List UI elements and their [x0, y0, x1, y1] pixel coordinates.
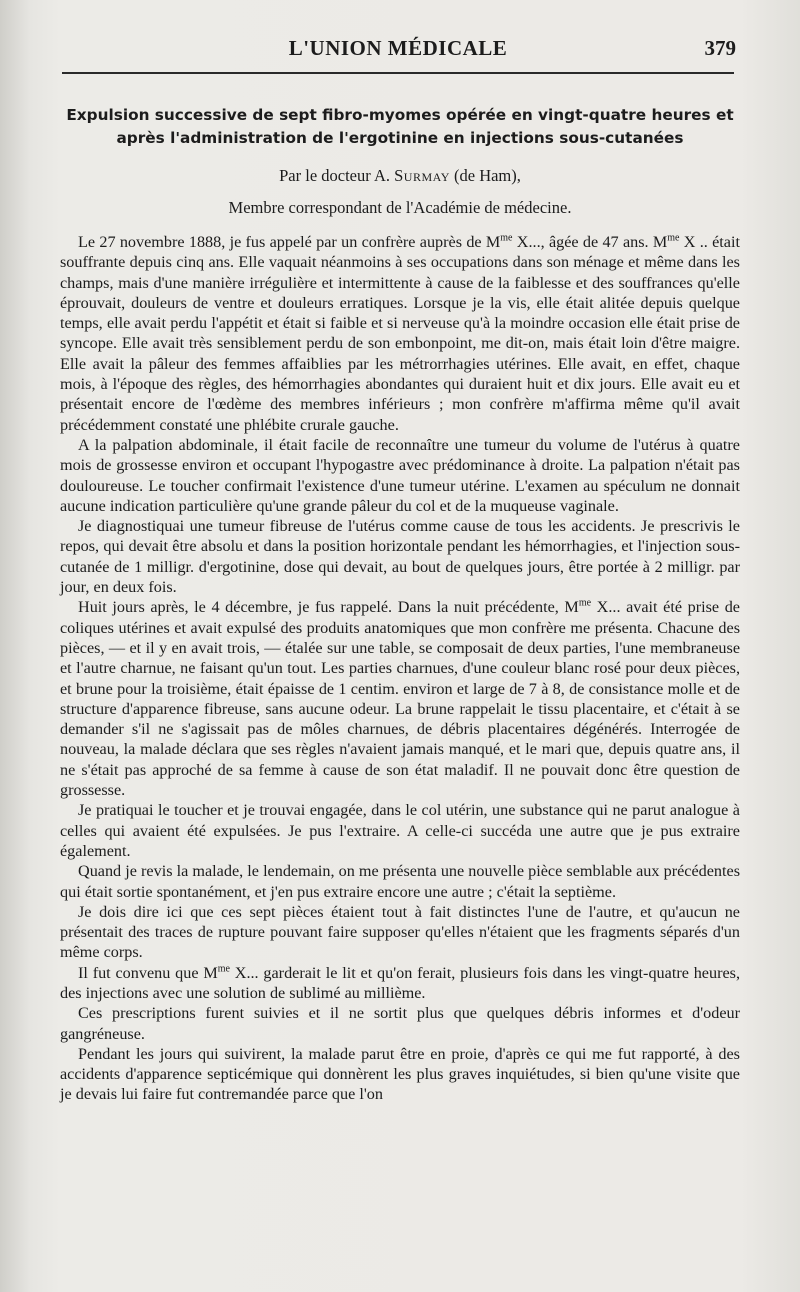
author-suffix: (de Ham),	[454, 166, 521, 185]
paragraph: Quand je revis la malade, le lendemain, on me présenta une nouvelle pièce semblable aux précédentes qui était sortie spontanément, et j'en pus extraire encore une autre ; c'était la septième.	[60, 862, 740, 901]
paragraph: Je dois dire ici que ces sept pièces étaient tout à fait distinctes l'une de l'autre, et qu'aucun ne présentait des traces de rupture pouvant faire supposer qu'elles n'étaient que les fragments séparés d'un même corps.	[60, 902, 740, 962]
paragraph: Le 27 novembre 1888, je fus appelé par un confrère auprès de $M^{me}$ X..., âgée de 47 ans. $M^{me}$ X .. était souffrante depuis cinq ans. Elle vaquait néanmoins à ses occupations dans son ménage et même dans les champs, mais d'une manière irrégulière et intermittente à cause de la faiblesse et des souffrances qu'elle éprouvait, douleurs de ventre et douleurs erratiques. Lorsque je la vis, elle était alitée depuis quelque temps, elle avait perdu l'appétit et était si faible et si nerveuse qu'à la moindre occasion elle était prise de syncope. Elle avait très sensiblement perdu de son embonpoint, me dit-on, mais était loin d'être maigre. Elle avait la pâleur des femmes affaiblies par les métrorrhagies utérines. Elle avait, en effet, chaque mois, à l'époque des règles, des hémorrhagies abondantes qui duraient huit et dix jours. Elle avait eu et présentait encore de l'œdème des membres inférieurs ; mon confrère m'affirma même qu'il avait précédemment constaté une phlébite crurale gauche.	[60, 232, 740, 434]
paragraph: Je diagnostiquai une tumeur fibreuse de l'utérus comme cause de tous les accidents. Je prescrivis le repos, qui devait être absolu et dans la position horizontale pendant les hémorrhagies, et l'injection sous-cutanée de 1 milligr. d'ergotinine, dose qui devait, au bout de quelques jours, être portée à 2 milligr. par jour, en deux fois.	[60, 517, 740, 597]
byline-prefix: Par le docteur A.	[279, 166, 390, 185]
article-title: Expulsion successive de sept fibro-myomes opérée en vingt-quatre heures et après l'administration de l'ergotinine en injections sous-cutanées	[66, 106, 734, 147]
header-rule	[62, 72, 734, 74]
paragraph: Huit jours après, le 4 décembre, je fus rappelé. Dans la nuit précédente, $M^{me}$ X... avait été prise de coliques utérines et avait expulsé des produits anatomiques que mon confrère me présenta. Chacune des pièces, — et il y en avait trois, — étalée sur une table, se composait de deux parties, l'une membraneuse et l'autre charnue, ne faisant qu'un tout. Les parties charnues, d'une couleur blanc rosé pour deux pièces, et brune pour la troisième, était épaisse de 1 centim. environ et large de 7 à 8, de consistance molle et de structure d'apparence fibreuse, sans aucune odeur. La brune rappelait le tissu placentaire, et c'était à se demander s'il ne s'agissait pas de môles charnues, de débris placentaires dégénérés. Interrogée de nouveau, la malade déclara que ses règles n'avaient jamais manqué, et le mari que, depuis quatre ans, il ne s'était pas approché de sa femme à cause de son état maladif. Il ne pouvait donc être question de grossesse.	[60, 597, 740, 800]
page-header	[60, 32, 736, 72]
author-affiliation: Membre correspondant de l'Académie de médecine.	[228, 198, 572, 217]
paragraph: Je pratiquai le toucher et je trouvai engagée, dans le col utérin, une substance qui ne parut analogue à celles qui avaient été expulsées. Je pus l'extraire. A celle-ci succéda une autre que je pus extraire également.	[60, 801, 740, 860]
paragraph: Il fut convenu que $M^{me}$ X... garderait le lit et qu'on ferait, plusieurs fois dans les vingt-quatre heures, des injections avec une solution de sublimé au millième.	[60, 963, 740, 1002]
page-number: 379	[704, 36, 736, 60]
author-name: Surmay	[394, 166, 450, 185]
byline	[58, 164, 742, 188]
running-title: L'UNION MÉDICALE	[288, 36, 508, 60]
paragraph: Pendant les jours qui suivirent, la malade parut être en proie, d'après ce qui me fut rapporté, à des accidents d'apparence septicémique qui donnèrent les plus graves inquiétudes, si bien qu'une visite que je devais lui faire fut contremandée parce que l'on	[60, 1044, 740, 1104]
article-body	[60, 232, 740, 1105]
paragraph: Ces prescriptions furent suivies et il ne sortit plus que quelques débris informes et d'odeur gangréneuse.	[60, 1004, 740, 1043]
paragraph: A la palpation abdominale, il était facile de reconnaître une tumeur du volume de l'utérus à quatre mois de grossesse environ et occupant l'hypogastre avec prédominance à droite. La palpation n'était pas douloureuse. Le toucher confirmait l'existence d'une tumeur utérine. L'examen au spéculum ne donnait aucune indication particulière qu'une grande pâleur du col et de la muqueuse vaginale.	[60, 435, 740, 515]
